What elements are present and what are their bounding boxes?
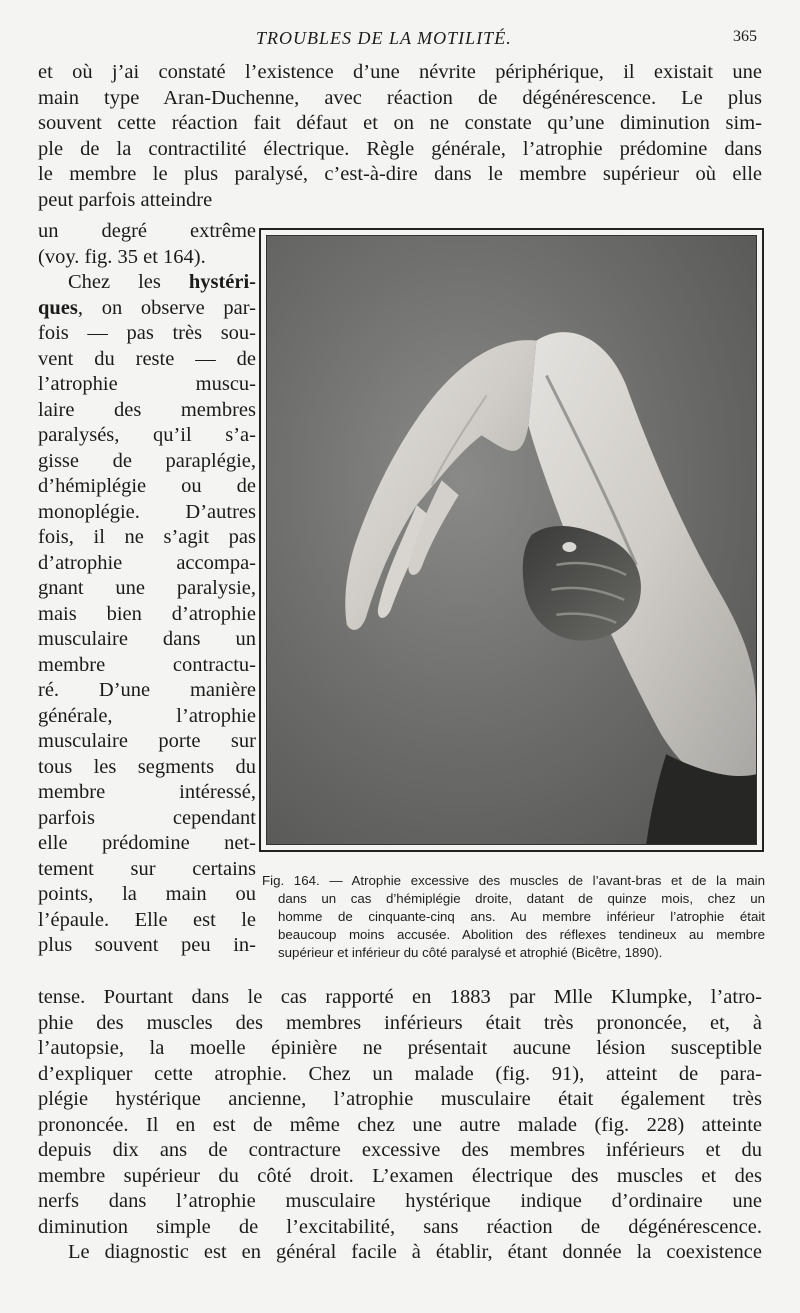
text-line: fois, il ne s’agit pas <box>38 526 256 548</box>
text-line: peut parfois atteindre <box>38 188 213 211</box>
page-number: 365 <box>733 28 757 45</box>
text-line: (voy. fig. 35 et 164). <box>38 245 206 268</box>
text-line: diminution simple de l’excitabilité, sans réaction de dégénérescence. <box>38 1215 762 1238</box>
text-line: phie des muscles des membres inférieurs était très prononcée, et, à <box>38 1011 762 1034</box>
text-line: musculaire porte sur <box>38 730 256 752</box>
caption-line: beaucoup moins accusée. Abolition des réflexes tendineux au membre <box>278 927 765 942</box>
figure-image <box>266 235 757 845</box>
text-line: d’expliquer cette atrophie. Chez un malade (fig. 91), atteint de para- <box>38 1062 762 1085</box>
running-title: TROUBLES DE LA MOTILITÉ. <box>256 28 512 48</box>
text-line-hysteriques <box>38 270 256 296</box>
text-line: d’hémiplégie ou de <box>38 475 256 497</box>
text-line: ré. D’une manière <box>38 679 256 701</box>
text-line: elle prédomine net- <box>38 832 256 854</box>
text-line: depuis dix ans de contracture excessive des membres inférieurs et du <box>38 1139 762 1161</box>
text-line: laire des membres <box>38 398 256 421</box>
text-line: gisse de paraplégie, <box>38 449 256 472</box>
text-line: générale, l’atrophie <box>38 704 256 727</box>
text-line: le membre le plus paralysé, c’est-à-dire dans le membre supérieur où elle <box>38 163 762 185</box>
text-line: membre contractu- <box>38 653 256 676</box>
text-line: membre supérieur du côté droit. L’examen électrique des muscles et des <box>38 1164 762 1187</box>
text-line: prononcée. Il en est de même chez une autre malade (fig. 228) atteinte <box>38 1113 762 1136</box>
text-line: et où j’ai constaté l’existence d’une névrite périphérique, il existait une <box>38 61 762 83</box>
caption-line: homme de cinquante-cinq ans. Au membre inférieur l’atrophie était <box>278 909 765 924</box>
atrophied-hand-photo <box>267 236 756 844</box>
bold-term: hystéri- <box>188 271 256 293</box>
text-line: points, la main ou <box>38 883 256 905</box>
text-line: tement sur certains <box>38 857 256 880</box>
text-line: mais bien d’atrophie <box>38 602 256 625</box>
text-line: ple de la contractilité électrique. Règle générale, l’atrophie prédomine dans <box>38 137 762 160</box>
text-line: monoplégie. D’autres <box>38 500 256 523</box>
text-line: l’épaule. Elle est le <box>38 908 256 931</box>
text-line: fois — pas très sou- <box>38 322 256 344</box>
text-line: d’atrophie accompa- <box>38 551 256 574</box>
text-line: main type Aran-Duchenne, avec réaction de dégénérescence. Le plus <box>38 86 762 109</box>
text-line: tous les segments du <box>38 755 256 778</box>
caption-line: supérieur et inférieur du côté paralysé et atrophié (Bicêtre, 1890). <box>278 945 663 960</box>
caption-line: dans un cas d’hémiplégie droite, datant de quinze mois, chez un <box>278 891 765 906</box>
text-line: paralysés, qu’il s’a- <box>38 424 256 446</box>
paragraph-bottom <box>38 985 762 1266</box>
text-line: Le diagnostic est en général facile à établir, étant donnée la coexistence <box>68 1241 762 1263</box>
figure-164-photograph <box>259 228 764 852</box>
text-line: nerfs dans l’atrophie musculaire hystérique indique d’ordinaire une <box>38 1190 762 1212</box>
text-line: l’atrophie muscu- <box>38 373 256 395</box>
text-line: gnant une paralysie, <box>38 577 256 599</box>
text-line <box>38 296 256 322</box>
text-line: l’autopsie, la moelle épinière ne présentait aucune lésion susceptible <box>38 1037 762 1059</box>
text-fragment: Chez les <box>68 271 161 293</box>
figure-caption <box>262 872 765 962</box>
text-line: musculaire dans un <box>38 628 256 650</box>
text-line: parfois cependant <box>38 806 256 829</box>
running-head <box>0 28 800 54</box>
paragraph-top <box>38 60 762 213</box>
text-line: vent du reste — de <box>38 347 256 370</box>
text-line: tense. Pourtant dans le cas rapporté en 1883 par Mlle Klumpke, l’atro- <box>38 986 762 1008</box>
text-line: plus souvent peu in- <box>38 934 256 956</box>
wrapped-text-column <box>38 219 256 959</box>
text-fragment: , on observe par- <box>77 296 256 319</box>
text-line: un degré extrême <box>38 220 256 242</box>
text-line: plégie hystérique ancienne, l’atrophie musculaire était également très <box>38 1088 762 1110</box>
text-line: membre intéressé, <box>38 781 256 803</box>
text-line: souvent cette réaction fait défaut et on ne constate qu’une diminution sim- <box>38 112 762 134</box>
caption-line: Fig. 164. — Atrophie excessive des muscles de l’avant-bras et de la main <box>262 873 765 888</box>
bold-term-continued: ques <box>38 296 78 319</box>
